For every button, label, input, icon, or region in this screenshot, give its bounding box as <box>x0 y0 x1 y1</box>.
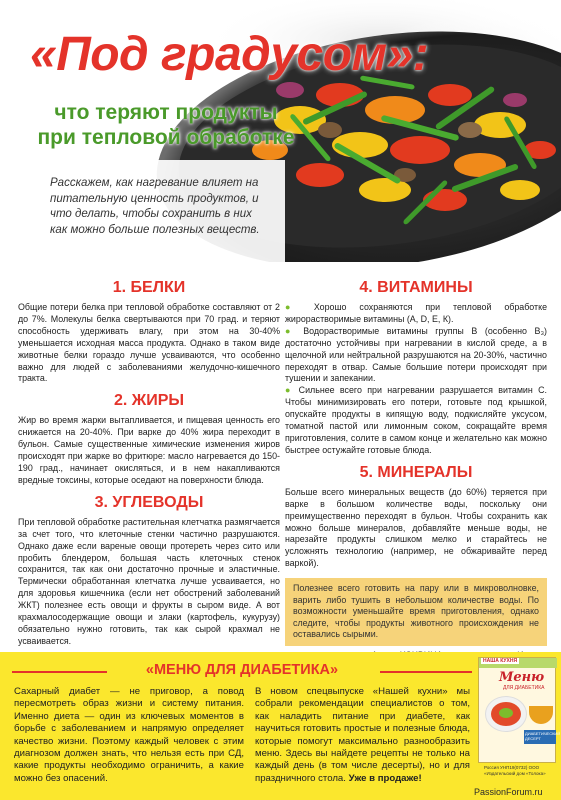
vitamins-bullet-2-text: Водорастворимые витамины группы В (особенно В₃) достаточно устойчивы при нагревании в кислой среде, а в щелочной или нейтральной разрушаются на 20-30%, частично переходят в отвар. Самые большие потери происходят при тушении и запекании. <box>285 325 548 384</box>
vitamins-bullet-1-text: Хорошо сохраняются при тепловой обработке жирорастворимые витамины (А, D, Е, К). <box>285 302 548 324</box>
right-column <box>285 272 547 660</box>
section-proteins-text: Общие потери белка при тепловой обработке составляют от 2 до 7%. Молекулы белка свертываются при 70 град. и теряют способность удерживать влагу, при этом на 30-40% уменьшается исходная масса продукта. Однако в таком виде животные белки гораздо лучше усваиваются, что особенно важно для людей с заболеваниями желудочно-кишечного тракта. <box>18 302 280 384</box>
section-vitamins-title: 4. ВИТАМИНЫ <box>359 279 473 296</box>
vitamins-bullet-3-text: Сильнее всего при нагревании разрушается витамин С. Чтобы минимизировать его потери, готовьте под крышкой, опускайте продукты в кипящую воду, подкисляйте уксусом, томатной пастой или лимонным соком, сокращайте время приготовления, солите в самом конце и желательно как можно быстрее остужайте готовые блюда. <box>285 385 548 455</box>
promo-on-sale: Уже в продаже! <box>348 772 422 784</box>
vitamins-bullet-1 <box>285 302 547 326</box>
watermark: PassionForum.ru <box>474 787 543 797</box>
section-minerals-text: Больше всего минеральных веществ (до 60%) теряется при варке в большом количестве воды, поскольку они преимущественно переходят в бульон. Чтобы сохранить как можно больше минералов, добавляйте меньше воды, не нарезайте продукты слишком мелко и старайтесь не усложнять технологию (например, не обжаривайте перед варкой). <box>285 486 547 569</box>
promo-title: «МЕНЮ ДЛЯ ДИАБЕТИКА» <box>145 662 339 678</box>
left-column <box>18 272 280 648</box>
bowl-image <box>529 706 553 724</box>
vitamins-bullet-3 <box>285 385 547 456</box>
magazine-title: Меню <box>499 670 545 685</box>
magazine-cover <box>478 657 561 763</box>
intro-text: Расскажем, как нагревание влияет на питательную ценность продуктов, и что делать, чтобы сохранить в них как можно больше полезных веществ. <box>50 177 260 236</box>
promo-right-body: В новом спецвыпуске «Нашей кухни» мы собрали рекомендации специалистов о том, как наладить питание при диабете, как научиться готовить простые и полезные блюда, которые помогут максимально разнообразить меню. Здесь вы найдете рецепты не только на каждый день (в том числе десерты), но и для праздничного стола. <box>255 686 470 784</box>
bullet-dot-icon: ● <box>285 325 296 336</box>
section-carbs-title: 3. УГЛЕВОДЫ <box>94 493 204 511</box>
magazine-logo: НАША КУХНЯ <box>483 658 518 664</box>
magazine-caption: Россия УНП19(0732) ООО «Издательский дом «Толока» <box>484 765 546 776</box>
hero-image <box>0 0 561 262</box>
bullet-dot-icon: ● <box>285 385 294 396</box>
garnish-image <box>499 708 513 718</box>
promo-right-text <box>255 686 470 785</box>
bullet-dot-icon: ● <box>285 302 301 312</box>
page-title: «Под градусом»: <box>30 28 429 81</box>
page-subtitle <box>36 100 296 150</box>
magazine-subtitle: ДЛЯ ДИАБЕТИКА <box>503 685 545 691</box>
tip-note: Полезнее всего готовить на пару или в микроволновке, варить либо тушить в небольшом количестве воды. По возможности уменьшайте время приготовления, однако следите, чтобы продукты животного происхождения не оставались сырыми. <box>285 578 547 646</box>
section-fats-text: Жир во время жарки вытапливается, и пищевая ценность его снижается на 20-40%. При варке до 40% жира переходит в бульон. Самые существенные химические изменения жиров происходят при жарке во фритюре: масло нагревается до 150-190 град., начинает окисляться, и в нем накапливаются вредные токсины, которые оседают на поверхности блюда. <box>18 415 280 485</box>
section-carbs-text: При тепловой обработке растительная клетчатка размягчается за счет того, что клеточные стенки частично разрушаются. Однако даже если вареные овощи протереть через сито или пробить блендером, большая часть клеточных стенок сохранится, так как они достаточно прочные и эластичные. Термически обработанная клетчатка лучше усваивается, но для здоровья кишечника (если нет обострений заболеваний ЖКТ) полезнее есть овощи и фрукты в сыром виде. А вот крахмалосодержащие овощи и злаки (картофель, кукурузу) обязательно нужно готовить, так как сырой крахмал не усваивается. <box>18 516 280 646</box>
section-fats-title: 2. ЖИРЫ <box>113 392 185 410</box>
subtitle-line-2: при тепловой обработке <box>37 126 295 149</box>
vitamins-bullet-2 <box>285 326 547 386</box>
magazine-cover-label: ДИАБЕТИЧЕСКИЙ ДЕСЕРТ <box>524 730 556 744</box>
subtitle-line-1: что теряют продукты <box>54 101 278 124</box>
promo-left-text: Сахарный диабет — не приговор, а повод пересмотреть образ жизни и систему питания. Именно диета — один из ключевых моментов в борьбе с заболеванием и напрямую определяет качество жизни. Поэтому каждый человек с этим диагнозом должен знать, что нельзя есть при СД, какие продукты необходимо ограничить, а какие можно без опасений. <box>14 686 244 784</box>
section-minerals-title: 5. МИНЕРАЛЫ <box>359 463 473 481</box>
section-proteins-title: 1. БЕЛКИ <box>112 279 186 296</box>
